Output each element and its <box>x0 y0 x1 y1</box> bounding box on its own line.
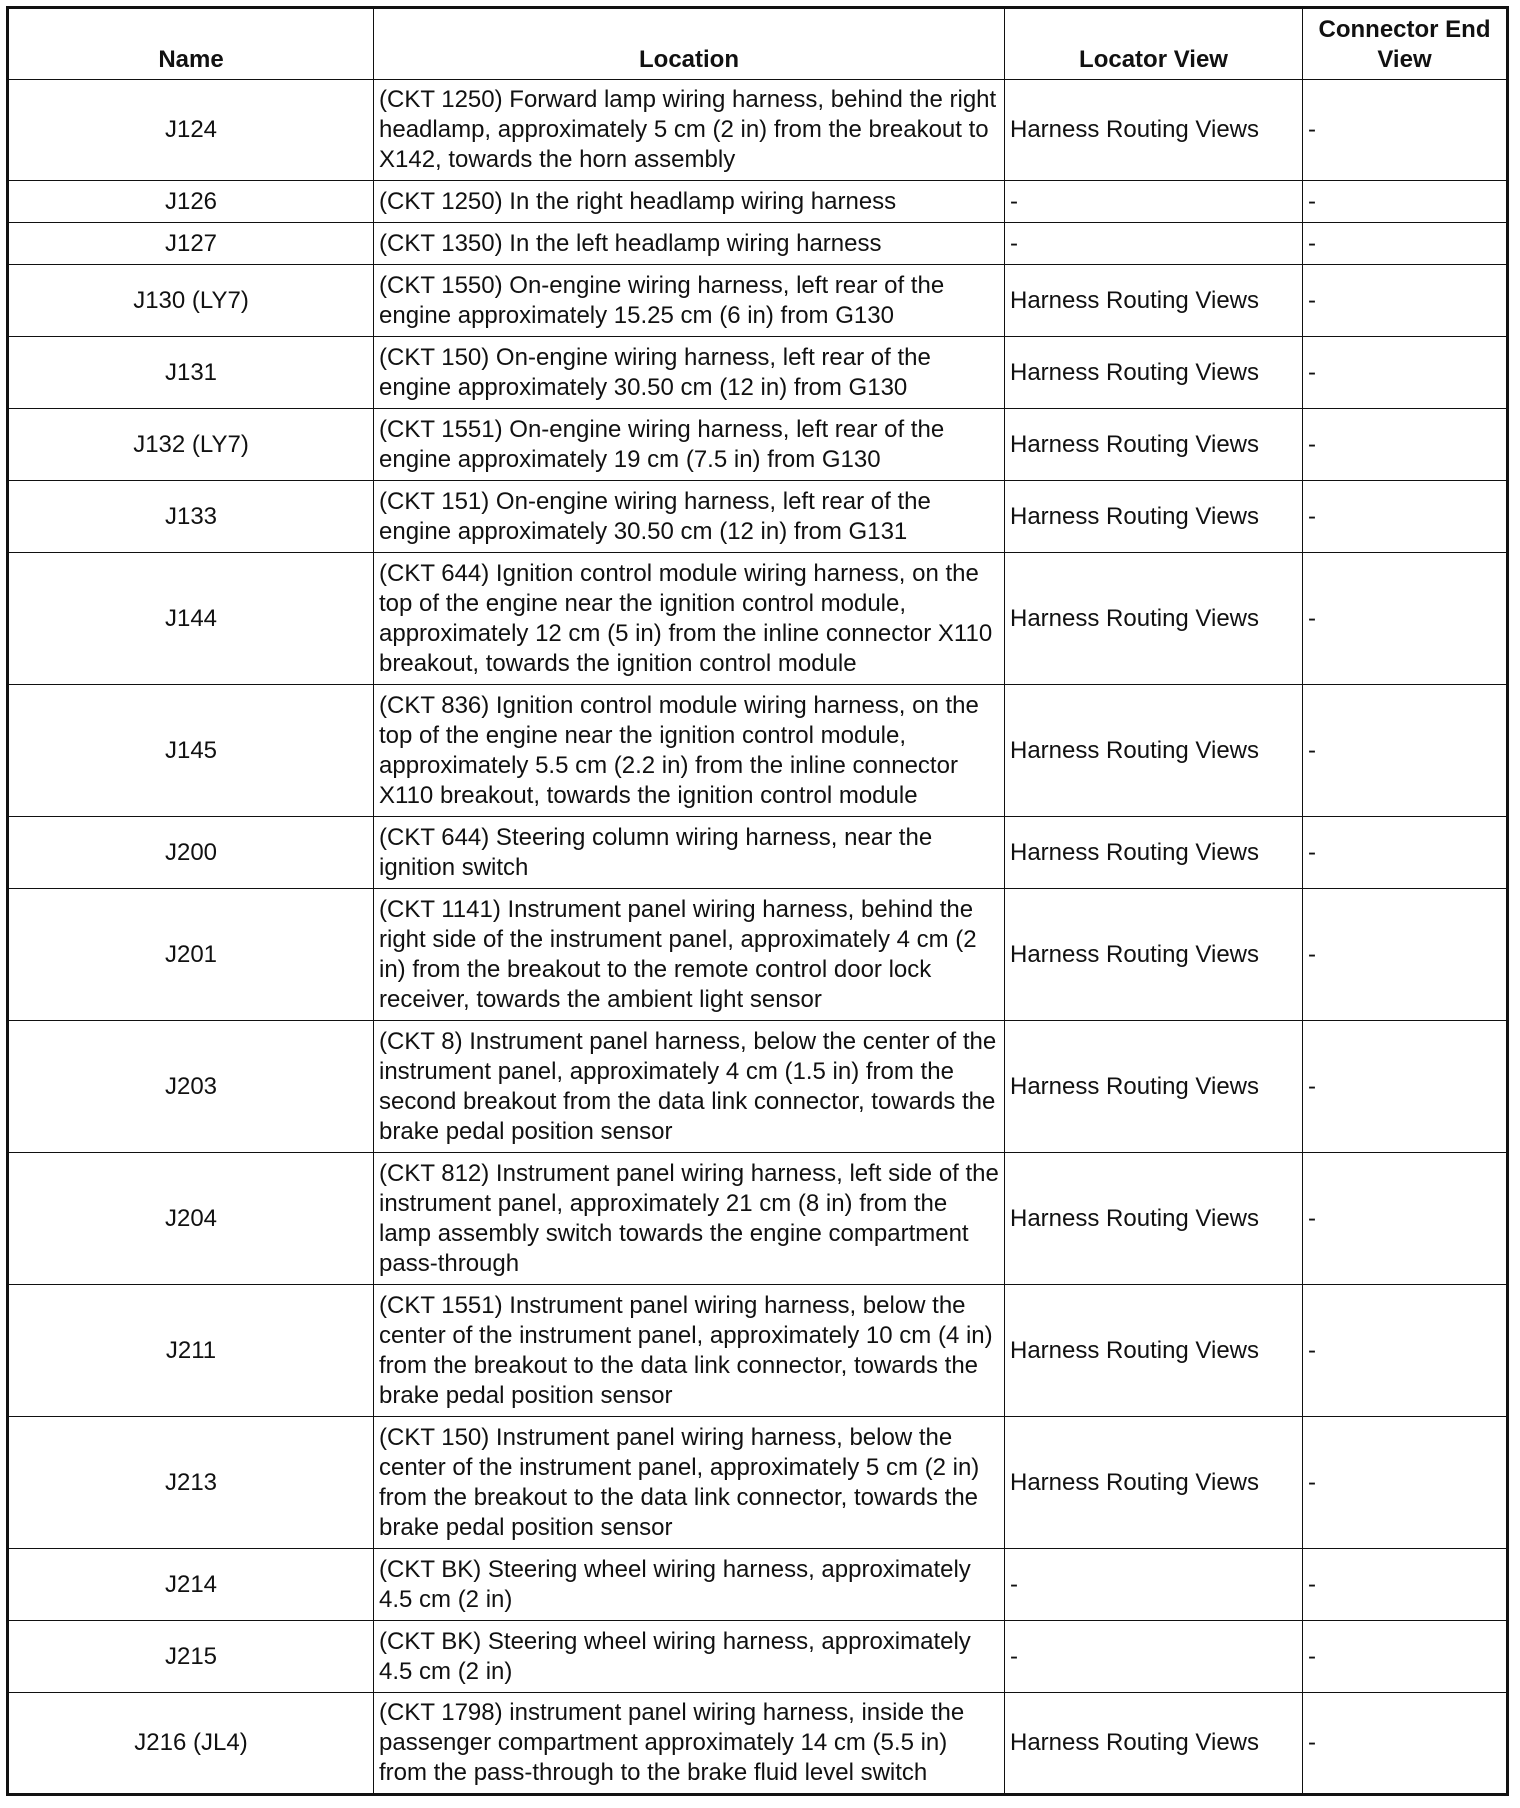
connector-end-view: - <box>1303 181 1508 223</box>
locator-view: Harness Routing Views <box>1005 685 1303 817</box>
connector-end-view: - <box>1303 80 1508 181</box>
splice-name: J201 <box>8 889 374 1021</box>
connector-end-view: - <box>1303 223 1508 265</box>
locator-view: Harness Routing Views <box>1005 1285 1303 1417</box>
splice-name: J211 <box>8 1285 374 1417</box>
locator-view: - <box>1005 1549 1303 1621</box>
table-row <box>8 223 1508 265</box>
locator-view: Harness Routing Views <box>1005 1417 1303 1549</box>
locator-view: Harness Routing Views <box>1005 889 1303 1021</box>
locator-view: Harness Routing Views <box>1005 80 1303 181</box>
connector-end-view: - <box>1303 1549 1508 1621</box>
splice-location: (CKT 1250) In the right headlamp wiring harness <box>374 181 1005 223</box>
header-locator-view: Locator View <box>1005 8 1303 80</box>
splice-location: (CKT BK) Steering wheel wiring harness, approximately 4.5 cm (2 in) <box>374 1549 1005 1621</box>
splice-name: J216 (JL4) <box>8 1693 374 1795</box>
locator-view: - <box>1005 181 1303 223</box>
splice-location: (CKT 1141) Instrument panel wiring harness, behind the right side of the instrument panel, approximately 4 cm (2 in) from the breakout to the remote control door lock receiver, towards the ambient light sensor <box>374 889 1005 1021</box>
header-connector-end-view: Connector End View <box>1303 8 1508 80</box>
splice-name: J126 <box>8 181 374 223</box>
locator-view: Harness Routing Views <box>1005 409 1303 481</box>
splice-location: (CKT 8) Instrument panel harness, below the center of the instrument panel, approximately 4 cm (1.5 in) from the second breakout from the data link connector, towards the brake pedal position sensor <box>374 1021 1005 1153</box>
splice-name: J124 <box>8 80 374 181</box>
splice-name: J131 <box>8 337 374 409</box>
table-row <box>8 1153 1508 1285</box>
splice-name: J215 <box>8 1621 374 1693</box>
splice-name: J144 <box>8 553 374 685</box>
splice-location: (CKT 150) On-engine wiring harness, left rear of the engine approximately 30.50 cm (12 in) from G130 <box>374 337 1005 409</box>
table-row <box>8 481 1508 553</box>
splice-name: J204 <box>8 1153 374 1285</box>
connector-end-view: - <box>1303 1021 1508 1153</box>
splice-location: (CKT 1551) On-engine wiring harness, left rear of the engine approximately 19 cm (7.5 in) from G130 <box>374 409 1005 481</box>
connector-end-view: - <box>1303 553 1508 685</box>
table-row <box>8 889 1508 1021</box>
table-row <box>8 1417 1508 1549</box>
table-body <box>8 80 1508 1795</box>
table-row <box>8 1285 1508 1417</box>
locator-view: Harness Routing Views <box>1005 1021 1303 1153</box>
locator-view: Harness Routing Views <box>1005 553 1303 685</box>
connector-end-view: - <box>1303 685 1508 817</box>
splice-location-sheet <box>6 6 1506 1796</box>
table-row <box>8 337 1508 409</box>
splice-location: (CKT 836) Ignition control module wiring harness, on the top of the engine near the ignition control module, approximately 5.5 cm (2.2 in) from the inline connector X110 breakout, towards the ignition control module <box>374 685 1005 817</box>
splice-location: (CKT 1550) On-engine wiring harness, left rear of the engine approximately 15.25 cm (6 in) from G130 <box>374 265 1005 337</box>
locator-view: Harness Routing Views <box>1005 265 1303 337</box>
splice-location: (CKT 1551) Instrument panel wiring harness, below the center of the instrument panel, approximately 10 cm (4 in) from the breakout to the data link connector, towards the brake pedal position sensor <box>374 1285 1005 1417</box>
header-location: Location <box>374 8 1005 80</box>
connector-end-view: - <box>1303 481 1508 553</box>
splice-location: (CKT 812) Instrument panel wiring harness, left side of the instrument panel, approximately 21 cm (8 in) from the lamp assembly switch towards the engine compartment pass-through <box>374 1153 1005 1285</box>
splice-name: J127 <box>8 223 374 265</box>
locator-view: Harness Routing Views <box>1005 1693 1303 1795</box>
table-row <box>8 80 1508 181</box>
splice-location: (CKT 1798) instrument panel wiring harness, inside the passenger compartment approximately 14 cm (5.5 in) from the pass-through to the brake fluid level switch <box>374 1693 1005 1795</box>
table-row <box>8 1693 1508 1795</box>
splice-location: (CKT 644) Ignition control module wiring harness, on the top of the engine near the ignition control module, approximately 12 cm (5 in) from the inline connector X110 breakout, towards the ignition control module <box>374 553 1005 685</box>
table-header <box>8 8 1508 80</box>
connector-end-view: - <box>1303 1417 1508 1549</box>
connector-end-view: - <box>1303 889 1508 1021</box>
locator-view: - <box>1005 223 1303 265</box>
splice-name: J213 <box>8 1417 374 1549</box>
table-row <box>8 181 1508 223</box>
connector-end-view: - <box>1303 337 1508 409</box>
splice-location: (CKT 644) Steering column wiring harness, near the ignition switch <box>374 817 1005 889</box>
table-row <box>8 553 1508 685</box>
splice-name: J133 <box>8 481 374 553</box>
locator-view: Harness Routing Views <box>1005 817 1303 889</box>
splice-location: (CKT 150) Instrument panel wiring harness, below the center of the instrument panel, approximately 5 cm (2 in) from the breakout to the data link connector, towards the brake pedal position sensor <box>374 1417 1005 1549</box>
splice-name: J130 (LY7) <box>8 265 374 337</box>
table-row <box>8 409 1508 481</box>
splice-name: J214 <box>8 1549 374 1621</box>
table-row <box>8 817 1508 889</box>
table-row <box>8 1621 1508 1693</box>
splice-name: J132 (LY7) <box>8 409 374 481</box>
connector-end-view: - <box>1303 1693 1508 1795</box>
connector-end-view: - <box>1303 409 1508 481</box>
table-row <box>8 1549 1508 1621</box>
splice-location: (CKT 151) On-engine wiring harness, left rear of the engine approximately 30.50 cm (12 in) from G131 <box>374 481 1005 553</box>
header-row <box>8 8 1508 80</box>
connector-end-view: - <box>1303 817 1508 889</box>
splice-name: J200 <box>8 817 374 889</box>
header-name: Name <box>8 8 374 80</box>
splice-location: (CKT 1250) Forward lamp wiring harness, behind the right headlamp, approximately 5 cm (2 in) from the breakout to X142, towards the horn assembly <box>374 80 1005 181</box>
connector-end-view: - <box>1303 1621 1508 1693</box>
table-row <box>8 1021 1508 1153</box>
locator-view: Harness Routing Views <box>1005 337 1303 409</box>
splice-location-table <box>6 6 1509 1796</box>
splice-location: (CKT 1350) In the left headlamp wiring harness <box>374 223 1005 265</box>
locator-view: Harness Routing Views <box>1005 1153 1303 1285</box>
table-row <box>8 685 1508 817</box>
connector-end-view: - <box>1303 1153 1508 1285</box>
locator-view: - <box>1005 1621 1303 1693</box>
connector-end-view: - <box>1303 265 1508 337</box>
splice-name: J203 <box>8 1021 374 1153</box>
locator-view: Harness Routing Views <box>1005 481 1303 553</box>
table-row <box>8 265 1508 337</box>
connector-end-view: - <box>1303 1285 1508 1417</box>
splice-name: J145 <box>8 685 374 817</box>
splice-location: (CKT BK) Steering wheel wiring harness, approximately 4.5 cm (2 in) <box>374 1621 1005 1693</box>
